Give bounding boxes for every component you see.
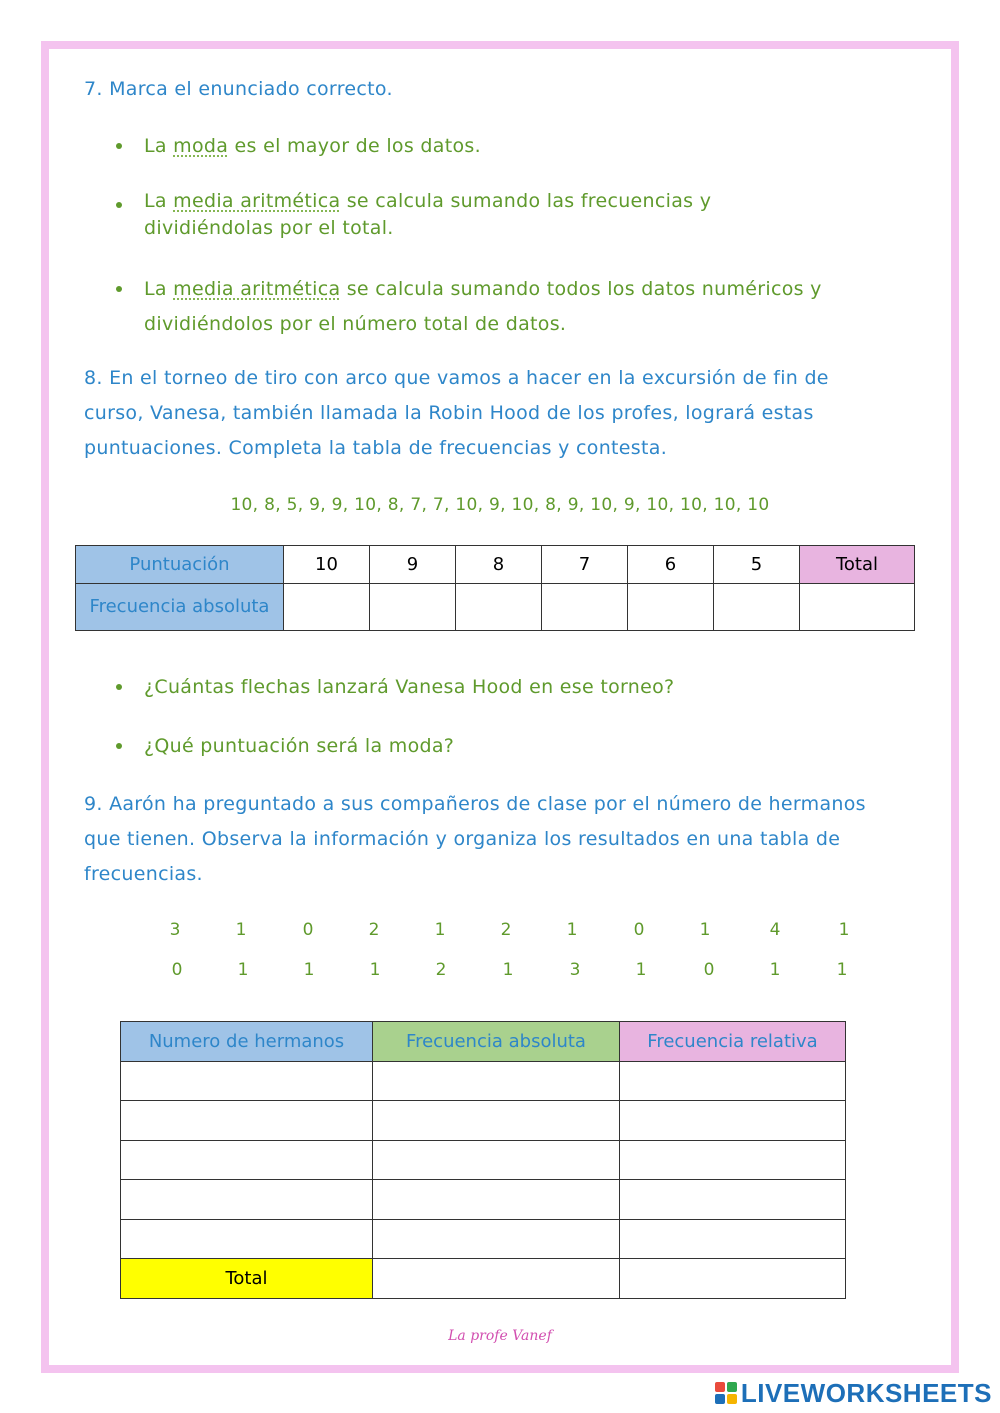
author-signature: La profe Vanef [448,1328,552,1344]
answer-cell[interactable] [373,1141,620,1180]
q9-frequency-table [120,1021,846,1299]
answer-cell[interactable] [620,1180,846,1220]
puntuacion-header: Puntuación [76,546,284,584]
answer-cell-total[interactable] [373,1259,620,1299]
data-value: 1 [303,960,315,980]
data-value: 0 [633,920,645,940]
answer-cell[interactable] [121,1141,373,1180]
answer-cell[interactable] [121,1101,373,1141]
answer-cell[interactable] [620,1220,846,1259]
data-value: 0 [302,920,314,940]
score-cell: 5 [714,546,800,584]
answer-cell-total[interactable] [800,584,915,631]
q9-line-3: frecuencias. [84,863,203,885]
data-value: 1 [434,920,446,940]
total-label-cell: Total [121,1259,373,1299]
score-cell: 7 [542,546,628,584]
brand-name: LIVEWORKSHEETS [740,1377,992,1408]
answer-cell-total[interactable] [620,1259,846,1299]
data-value: 1 [769,960,781,980]
answer-cell[interactable] [370,584,456,631]
data-value: 3 [169,920,181,940]
q9-line-1: 9. Aarón ha preguntado a sus compañeros de clase por el número de hermanos [84,793,866,815]
data-value: 1 [237,960,249,980]
numero-hermanos-header: Numero de hermanos [121,1022,373,1062]
term-media: media aritmética [173,278,341,300]
answer-cell[interactable] [714,584,800,631]
q7-title: 7. Marca el enunciado correcto. [84,78,393,100]
answer-cell[interactable] [373,1101,620,1141]
answer-cell[interactable] [121,1180,373,1220]
data-value: 2 [368,920,380,940]
data-value: 3 [569,960,581,980]
q9-line-2: que tienen. Observa la información y organiza los resultados en una tabla de [84,828,841,850]
score-cell: 8 [456,546,542,584]
data-value: 1 [635,960,647,980]
q8-line-2: curso, Vanesa, también llamada la Robin Hood de los profes, logrará estas [84,402,814,424]
answer-cell[interactable] [373,1220,620,1259]
q8-line-1: 8. En el torneo de tiro con arco que vamos a hacer en la excursión de fin de [84,367,829,389]
data-value: 1 [836,960,848,980]
answer-cell[interactable] [620,1101,846,1141]
total-header: Total [800,546,915,584]
score-cell: 10 [284,546,370,584]
data-value: 1 [235,920,247,940]
q8-question-1: ¿Cuántas flechas lanzará Vanesa Hood en ese torneo? [144,670,904,705]
data-value: 2 [435,960,447,980]
frecuencia-absoluta-header: Frecuencia absoluta [76,584,284,631]
answer-cell[interactable] [373,1062,620,1101]
q8-line-3: puntuaciones. Completa la tabla de frecuencias y contesta. [84,437,668,459]
data-value: 0 [171,960,183,980]
liveworksheets-brand[interactable] [715,1378,992,1408]
answer-cell[interactable] [121,1062,373,1101]
answer-cell[interactable] [284,584,370,631]
data-value: 4 [769,920,781,940]
answer-cell[interactable] [620,1062,846,1101]
data-value: 0 [703,960,715,980]
q9-data-row-1 [0,920,1000,944]
data-value: 1 [566,920,578,940]
score-cell: 6 [628,546,714,584]
q7-options [144,129,924,342]
data-value: 1 [838,920,850,940]
q9-data-row-2 [0,960,1000,984]
answer-cell[interactable] [620,1141,846,1180]
liveworksheets-logo-icon [715,1382,737,1404]
q7-option-2[interactable]: La media aritmética se calcula sumando las frecuencias y dividiéndolas por el total. [144,188,794,242]
data-value: 2 [500,920,512,940]
score-cell: 9 [370,546,456,584]
q7-option-3[interactable]: La media aritmética se calcula sumando todos los datos numéricos y dividiéndolos por el número total de datos. [144,272,914,342]
answer-cell[interactable] [373,1180,620,1220]
q7-option-1[interactable]: La moda es el mayor de los datos. [144,129,924,164]
answer-cell[interactable] [456,584,542,631]
term-moda: moda [173,135,229,157]
term-media: media aritmética [173,190,341,212]
frecuencia-relativa-header: Frecuencia relativa [620,1022,846,1062]
q8-question-2: ¿Qué puntuación será la moda? [144,729,904,764]
q8-questions [144,670,904,764]
answer-cell[interactable] [628,584,714,631]
data-value: 1 [699,920,711,940]
q8-frequency-table [75,545,915,631]
data-value: 1 [369,960,381,980]
frecuencia-absoluta-header: Frecuencia absoluta [373,1022,620,1062]
answer-cell[interactable] [121,1220,373,1259]
answer-cell[interactable] [542,584,628,631]
q8-data-list: 10, 8, 5, 9, 9, 10, 8, 7, 7, 10, 9, 10, 8, 9, 10, 9, 10, 10, 10, 10 [230,495,770,515]
data-value: 1 [502,960,514,980]
